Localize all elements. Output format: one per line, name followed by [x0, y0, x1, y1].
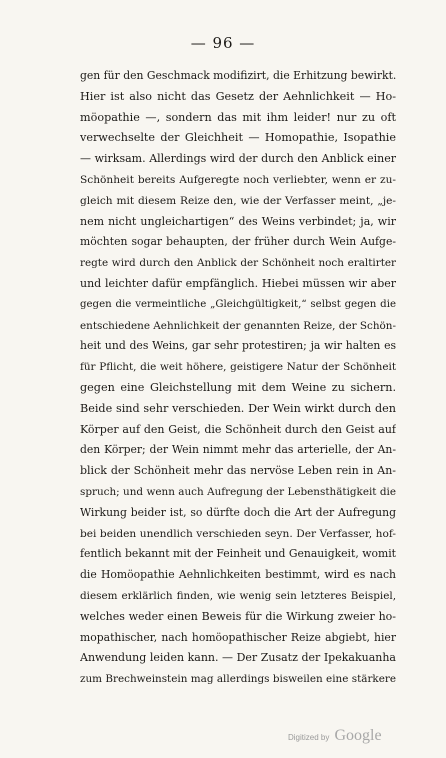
text-line: Anwendung leiden kann. — Der Zusatz der Ipekakuanha	[80, 651, 396, 665]
text-line: möopathie —, sondern das mit ihm leider! nur zu oft	[80, 110, 396, 124]
text-line: gegen die vermeintliche „Gleichgültigkeit,“ selbst gegen die	[80, 298, 396, 310]
text-line: möchten sogar behaupten, der früher durch Wein Aufge-	[80, 235, 396, 249]
text-line: die Homöopathie Aehnlichkeiten bestimmt, wird es nach	[80, 568, 396, 582]
text-line: fentlich bekannt mit der Feinheit und Genauigkeit, womit	[80, 547, 396, 561]
text-line: diesem erklärlich finden, wie wenig sein letzteres Beispiel,	[80, 589, 396, 602]
text-line: blick der Schönheit mehr das nervöse Leben rein in An-	[80, 464, 396, 478]
text-line: Wirkung beider ist, so dürfte doch die Art der Aufregung	[80, 505, 396, 519]
page-number: — 96 —	[190, 34, 256, 52]
text-line: verwechselte der Gleichheit — Homopathie, Isopathie	[80, 131, 396, 145]
text-line: gleich mit diesem Reize den, wie der Verfasser meint, „je-	[80, 194, 396, 207]
text-line: nem nicht ungleichartigen“ des Weins verbindet; ja, wir	[80, 214, 396, 228]
text-line: bei beiden unendlich verschieden seyn. Der Verfasser, hof-	[80, 527, 396, 540]
text-line: entschiedene Aehnlichkeit der genannten Reize, der Schön-	[80, 319, 396, 332]
text-line: Beide sind sehr verschieden. Der Wein wirkt durch den	[80, 401, 396, 415]
body-text	[80, 66, 396, 690]
text-line: spruch; und wenn auch Aufregung der Lebensthätigkeit die	[80, 485, 396, 498]
text-line: gegen eine Gleichstellung mit dem Weine zu sichern.	[80, 380, 396, 394]
watermark-brand: Google	[334, 727, 382, 744]
text-line: gen für den Geschmack modifizirt, die Erhitzung bewirkt.	[80, 69, 396, 82]
text-line: Hier ist also nicht das Gesetz der Aehnlichkeit — Ho-	[80, 89, 396, 103]
text-line: mopathischer, nach homöopathischer Reize abgiebt, hier	[80, 630, 396, 644]
digitization-watermark	[288, 725, 382, 745]
text-line: regte wird durch den Anblick der Schönheit noch eraltirter	[80, 257, 396, 270]
text-line: und leichter dafür empfänglich. Hiebei müssen wir aber	[80, 276, 396, 290]
text-line: welches weder einen Beweis für die Wirkung zweier ho-	[80, 609, 396, 623]
text-line: Körper auf den Geist, die Schönheit durch den Geist auf	[80, 422, 396, 436]
text-line: für Pflicht, die weit höhere, geistigere Natur der Schönheit	[80, 361, 396, 374]
text-line: den Körper; der Wein nimmt mehr das arterielle, der An-	[80, 443, 396, 457]
text-line: Schönheit bereits Aufgeregte noch verliebter, wenn er zu-	[80, 173, 396, 186]
text-line: heit und des Weins, gar sehr protestiren; ja wir halten es	[80, 339, 396, 353]
watermark-prefix: Digitized by	[288, 733, 330, 742]
text-line: — wirksam. Allerdings wird der durch den Anblick einer	[80, 152, 396, 166]
text-line: zum Brechweinstein mag allerdings bisweilen eine stärkere	[80, 673, 396, 686]
